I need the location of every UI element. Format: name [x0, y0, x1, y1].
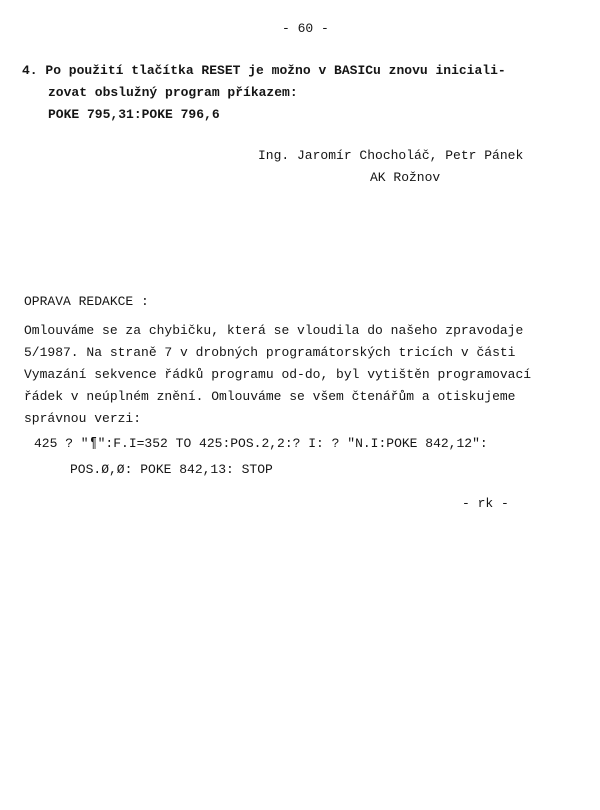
- item4-command: POKE 795,31:POKE 796,6: [48, 107, 220, 122]
- correction-paragraph-line-4: řádek v neúplném znění. Omlouváme se všem čtenářům a otiskujeme: [24, 389, 516, 404]
- correction-heading: OPRAVA REDAKCE :: [24, 294, 149, 309]
- item4-line2: zovat obslužný program příkazem:: [48, 85, 298, 100]
- correction-paragraph-line-1: Omlouváme se za chybičku, která se vloudila do našeho zpravodaje: [24, 323, 524, 338]
- signature-authors: Ing. Jaromír Chocholáč, Petr Pánek: [258, 148, 524, 163]
- correction-paragraph-line-5: správnou verzi:: [24, 411, 142, 426]
- footer-sign: - rk -: [462, 496, 509, 511]
- code-line-1-rest: ":F.I=352 TO 425:POS.2,2:? I: ? "N.I:POKE 842,12":: [97, 436, 488, 451]
- signature-org: AK Rožnov: [370, 170, 441, 185]
- correction-paragraph-line-2: 5/1987. Na straně 7 v drobných programátorských tricích v části: [24, 345, 516, 360]
- code-line-1: [34, 433, 488, 455]
- code-line-2: POS.Ø,Ø: POKE 842,13: STOP: [70, 462, 273, 477]
- code-line-1-start: 425 ? ": [34, 436, 89, 451]
- item4-line1: 4. Po použití tlačítka RESET je možno v BASICu znovu iniciali-: [22, 63, 506, 78]
- page-number: - 60 -: [282, 21, 329, 36]
- atascii-glyph-icon: ¶: [89, 435, 97, 452]
- correction-paragraph-line-3: Vymazání sekvence řádků programu od-do, byl vytištěn programovací: [24, 367, 532, 382]
